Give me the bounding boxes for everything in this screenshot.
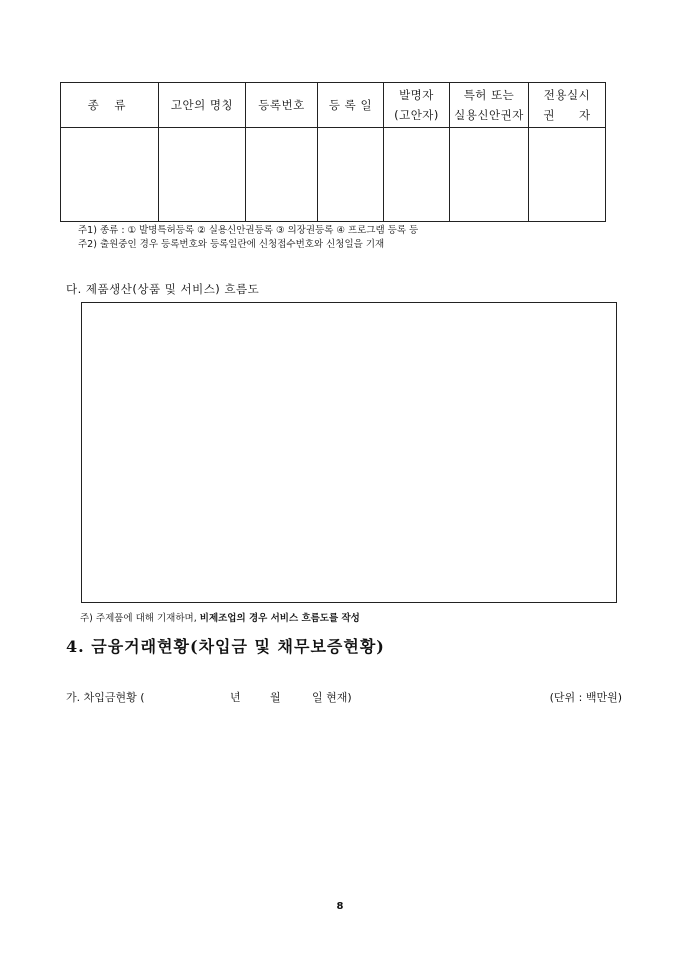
header-reg-no: 등록번호 — [246, 83, 318, 128]
table-note-1: 주1) 종류 : ① 발명특허등록 ② 실용신안권등록 ③ 의장권등록 ④ 프로그램 등록 등 — [78, 225, 419, 236]
loan-year: 년 — [230, 691, 241, 704]
section-da-title: 다. 제품생산(상품 및 서비스) 흐름도 — [66, 282, 260, 296]
loan-day-now: 일 현재) — [312, 691, 352, 704]
page-number: 8 — [336, 901, 344, 912]
loan-status-row — [66, 689, 622, 705]
loan-month: 월 — [270, 691, 281, 704]
section-4-heading: 4. 금융거래현황(차입금 및 채무보증현황) — [66, 637, 385, 656]
cell-reg-date[interactable] — [318, 128, 384, 222]
header-holder-line2: 실용신안권자 — [454, 108, 524, 122]
header-licensee — [529, 83, 606, 128]
header-inventor — [384, 83, 450, 128]
header-holder — [450, 83, 529, 128]
table-header-row — [61, 83, 606, 128]
cell-reg-no[interactable] — [246, 128, 318, 222]
cell-inventor[interactable] — [384, 128, 450, 222]
loan-unit: (단위 : 백만원) — [549, 691, 622, 704]
flowchart-note-plain: 주) 주제품에 대해 기재하며, — [80, 613, 200, 624]
header-licensee-line1: 전용실시 — [543, 88, 591, 102]
header-holder-line1: 특허 또는 — [463, 88, 515, 102]
flowchart-note-bold: 비제조업의 경우 서비스 흐름도를 작성 — [199, 613, 360, 624]
header-licensee-line2: 권 자 — [543, 108, 591, 122]
header-reg-date: 등 록 일 — [318, 83, 384, 128]
table-row — [61, 128, 606, 222]
cell-kind[interactable] — [61, 128, 159, 222]
header-title: 고안의 명칭 — [159, 83, 246, 128]
header-inventor-line1: 발명자 — [399, 88, 434, 102]
flowchart-box[interactable] — [81, 302, 617, 603]
cell-title[interactable] — [159, 128, 246, 222]
ip-rights-table — [60, 82, 606, 222]
header-kind: 종 류 — [61, 83, 159, 128]
cell-holder[interactable] — [450, 128, 529, 222]
cell-licensee[interactable] — [529, 128, 606, 222]
header-inventor-line2: (고안자) — [394, 108, 439, 122]
loan-label: 가. 차입금현황 ( — [66, 691, 145, 704]
flowchart-note — [80, 610, 360, 624]
table-note-2: 주2) 출원중인 경우 등록번호와 등록일란에 신청접수번호와 신청일을 기재 — [78, 239, 385, 250]
